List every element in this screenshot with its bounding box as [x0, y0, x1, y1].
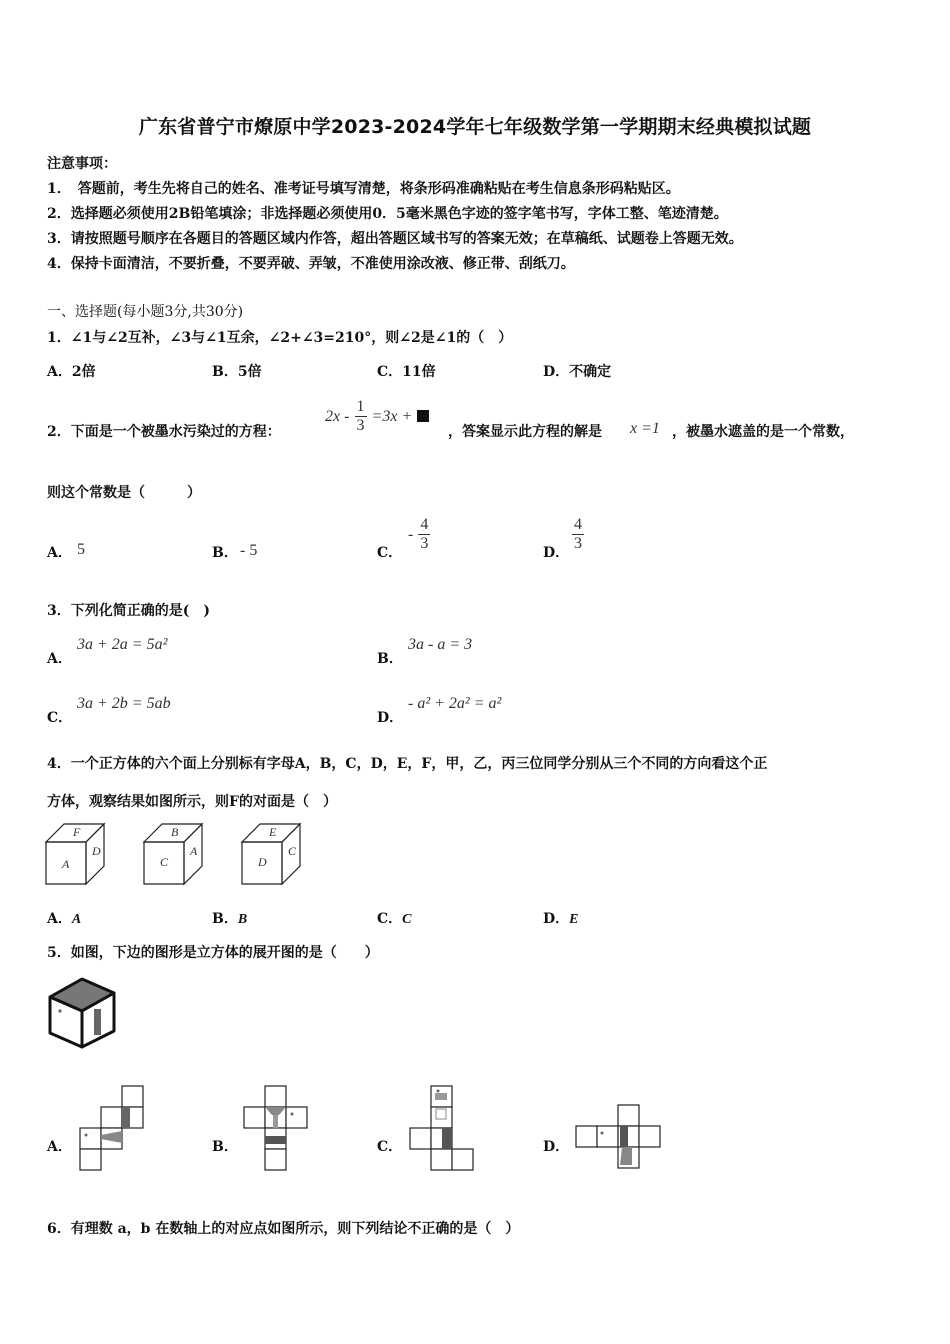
- notice-item-2: 2．选择题必须使用2B铅笔填涂；非选择题必须使用0．5毫米黑色字迹的签字笔书写，字体工整、笔迹清楚。: [47, 206, 728, 222]
- q2-option-d-label: D．: [543, 545, 570, 561]
- q3-option-d-label: D．: [377, 710, 404, 726]
- q2-middle: ，答案显示此方程的解是: [448, 424, 602, 440]
- cube-1-front: A: [62, 857, 70, 871]
- q4-stem-line1: 4．一个正方体的六个面上分别标有字母A，B，C，D，E，F，甲，乙，丙三位同学分别从三个不同的方向看这个正: [47, 756, 768, 772]
- q5-reference-cube: [46, 975, 120, 1053]
- q2-suffix: ，被墨水遮盖的是一个常数，: [672, 424, 854, 440]
- q2-option-a-value: 5: [77, 541, 85, 558]
- q1-option-a: A．2倍: [47, 364, 96, 380]
- cube-3-front: D: [258, 855, 267, 869]
- q2-option-c-num: 4: [420, 516, 429, 533]
- q2-frac-num: 1: [356, 398, 365, 415]
- q5-option-a-label: A．: [47, 1139, 72, 1155]
- q4-option-b: B．B: [212, 911, 248, 927]
- q2-option-c-value: [408, 516, 430, 553]
- q2-option-c-den: 3: [420, 535, 429, 552]
- cube-2-side: A: [190, 844, 198, 858]
- q2-option-a-label: A．: [47, 545, 72, 561]
- q2-option-d-value: [572, 516, 584, 553]
- q1-stem: 1．∠1与∠2互补，∠3与∠1互余，∠2+∠3=210°，则∠2是∠1的（ ）: [47, 330, 513, 346]
- q2-option-c-sign: -: [408, 526, 414, 543]
- q5-option-c-label: C．: [377, 1139, 403, 1155]
- q2-frac-den: 3: [356, 417, 365, 434]
- q3-option-b-expr: 3a - a = 3: [408, 636, 473, 653]
- ink-blot-square: [417, 410, 429, 422]
- q2-eq-rhs: =3x +: [371, 408, 413, 425]
- cube-3-side: C: [288, 844, 297, 858]
- q3-option-d-expr: - a² + 2a² = a²: [408, 695, 502, 712]
- q5-net-a: [78, 1085, 148, 1175]
- q5-net-b: [243, 1085, 313, 1175]
- q5-option-d-label: D．: [543, 1139, 570, 1155]
- notice-item-3: 3．请按照题号顺序在各题目的答题区域内作答，超出答题区域书写的答案无效；在草稿纸、试题卷上答题无效。: [47, 231, 743, 247]
- page-title: 广东省普宁市燎原中学2023-2024学年七年级数学第一学期期末经典模拟试题: [138, 116, 812, 138]
- q3-option-a-label: A．: [47, 651, 72, 667]
- q1-option-c: C．11倍: [377, 364, 436, 380]
- q2-prefix: 2．下面是一个被墨水污染过的方程：: [47, 424, 281, 440]
- q3-stem: 3．下列化简正确的是( ): [47, 603, 210, 619]
- q5-stem: 5．如图，下边的图形是立方体的展开图的是（ ）: [47, 945, 379, 961]
- q2-option-b-label: B．: [212, 545, 238, 561]
- q2-stem2: 则这个常数是（ ）: [47, 485, 201, 501]
- q4-option-d: D．E: [543, 911, 579, 927]
- notice-item-1: 1． 答题前，考生先将自己的姓名、准考证号填写清楚，将条形码准确粘贴在考生信息条形码粘贴区。: [47, 181, 680, 197]
- cube-1: [46, 824, 104, 884]
- q3-option-c-expr: 3a + 2b = 5ab: [77, 695, 171, 712]
- q2-equation: [325, 398, 429, 435]
- q5-net-c: [408, 1085, 478, 1175]
- q4-cube-figures: [40, 818, 330, 890]
- q2-option-d-den: 3: [574, 535, 582, 552]
- q3-option-b-label: B．: [377, 651, 403, 667]
- q2-option-d-num: 4: [574, 516, 582, 533]
- q3-option-a-expr: 3a + 2a = 5a²: [77, 636, 168, 653]
- q2-option-c-label: C．: [377, 545, 403, 561]
- q1-option-d: D．不确定: [543, 364, 612, 380]
- cube-3: [242, 824, 300, 884]
- cube-2-front: C: [160, 855, 169, 869]
- cube-2-top: B: [171, 825, 179, 839]
- q2-solution: x =1: [630, 420, 660, 437]
- q5-net-d: [574, 1103, 666, 1177]
- q6-stem: 6．有理数 a，b 在数轴上的对应点如图所示，则下列结论不正确的是（ ）: [47, 1221, 520, 1237]
- section-heading: 一、选择题(每小题3分,共30分): [47, 304, 244, 320]
- notice-heading: 注意事项：: [47, 156, 117, 172]
- q1-option-b: B．5倍: [212, 364, 262, 380]
- cube-3-top: E: [269, 825, 277, 839]
- q4-option-a: A．A: [47, 911, 82, 927]
- cube-1-side: D: [92, 844, 101, 858]
- cube-1-top: F: [73, 825, 81, 839]
- q2-option-b-value: - 5: [240, 542, 258, 559]
- q5-option-b-label: B．: [212, 1139, 238, 1155]
- q4-stem-line2: 方体，观察结果如图所示，则F的对面是（ ）: [47, 794, 337, 810]
- notice-item-4: 4．保持卡面清洁，不要折叠，不要弄破、弄皱，不准使用涂改液、修正带、刮纸刀。: [47, 256, 575, 272]
- cube-2: [144, 824, 202, 884]
- q2-eq-fraction: [355, 398, 367, 435]
- q2-eq-lhs: 2x -: [325, 408, 350, 425]
- q4-option-c: C．C: [377, 911, 412, 927]
- q3-option-c-label: C．: [47, 710, 73, 726]
